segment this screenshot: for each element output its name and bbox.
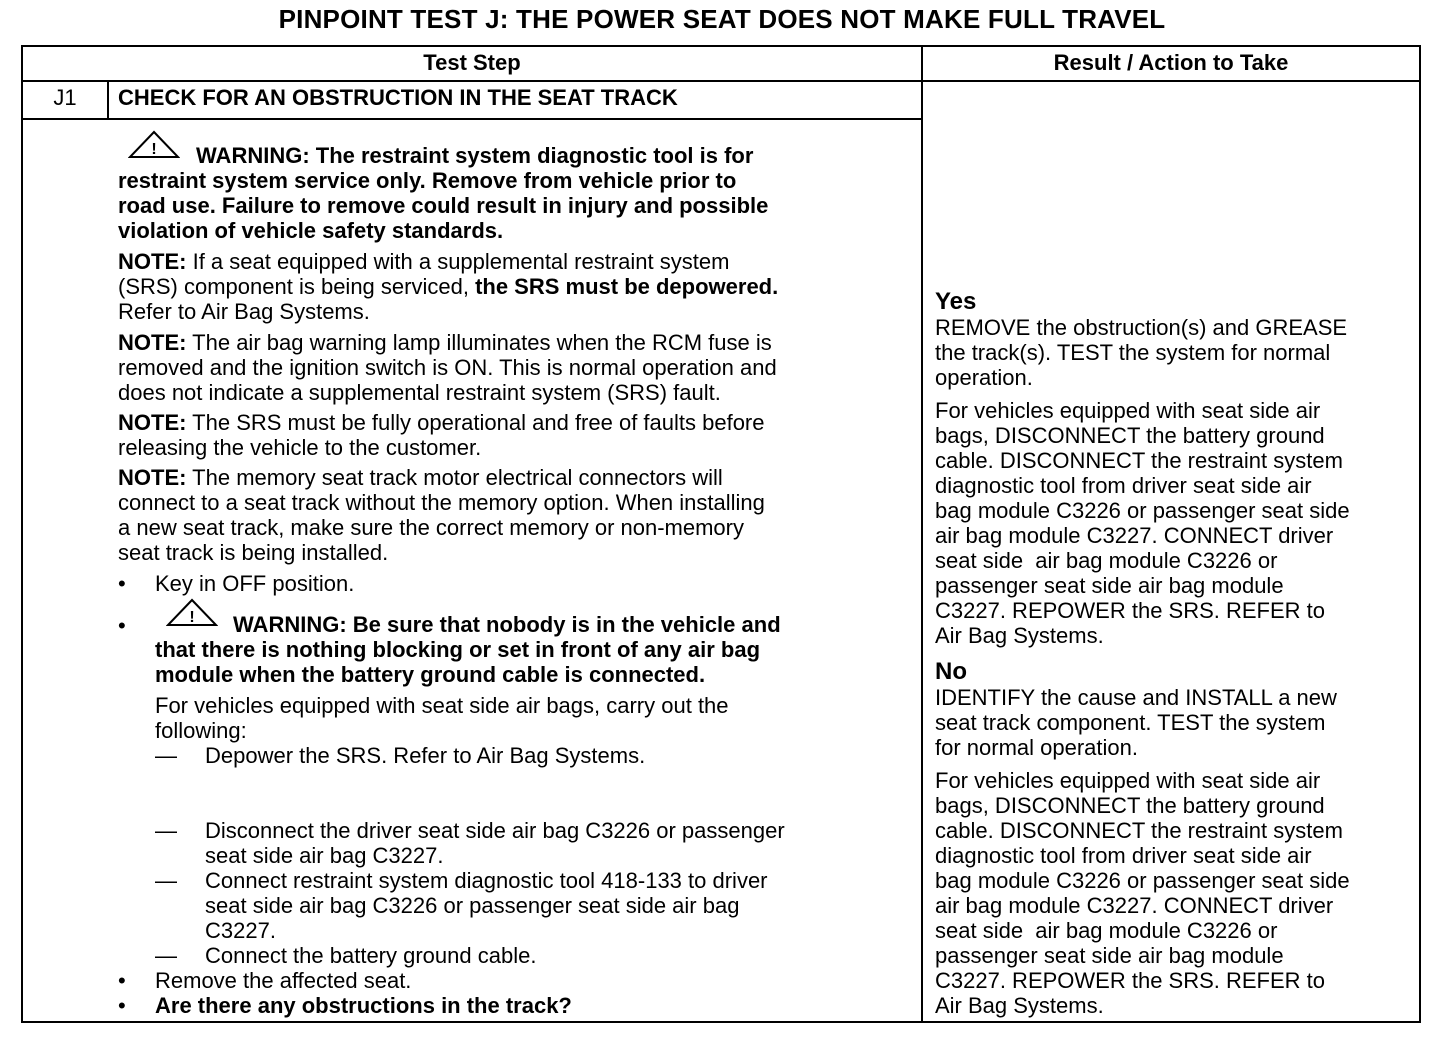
seat-airbag-intro-line-2: following: [155, 718, 247, 743]
note-4-line-3: a new seat track, make sure the correct memory or non-memory [118, 515, 744, 540]
yes-seat-airbag-line-1: For vehicles equipped with seat side air [935, 398, 1321, 423]
note-3-line-2: releasing the vehicle to the customer. [118, 435, 482, 460]
warning-1-line-4: violation of vehicle safety standards. [118, 218, 504, 243]
dash-marker: — [155, 818, 177, 843]
note-1-line-2 [118, 274, 778, 299]
no-label: No [935, 658, 967, 685]
bullet-marker: • [118, 993, 126, 1018]
yes-seat-airbag-line-7: seat side air bag module C3226 or [935, 548, 1278, 573]
header-result: Result / Action to Take [1053, 50, 1289, 75]
yes-seat-airbag-line-9: C3227. REPOWER the SRS. REFER to [935, 598, 1326, 623]
yes-action-line-1: REMOVE the obstruction(s) and GREASE [935, 315, 1348, 340]
step-id: J1 [53, 85, 77, 110]
yes-seat-airbag-line-10: Air Bag Systems. [935, 623, 1104, 648]
bullet-question: Are there any obstructions in the track? [155, 993, 572, 1018]
yes-seat-airbag-line-2: bags, DISCONNECT the battery ground [935, 423, 1325, 448]
dash-depower: Depower the SRS. Refer to Air Bag Systems. [205, 743, 646, 768]
note-1-line-1 [118, 249, 729, 274]
dash-connect-tool-line-3: C3227. [205, 918, 276, 943]
warning-triangle-icon [128, 130, 180, 160]
step-title: CHECK FOR AN OBSTRUCTION IN THE SEAT TRACK [118, 85, 678, 110]
note-2-line-1 [118, 330, 772, 355]
note-4-line-2: connect to a seat track without the memory option. When installing [118, 490, 765, 515]
note-text: The SRS must be fully operational and free of faults before [192, 410, 765, 435]
no-action-line-3: for normal operation. [935, 735, 1138, 760]
yes-seat-airbag-line-8: passenger seat side air bag module [935, 573, 1284, 598]
note-label: NOTE: [118, 330, 187, 355]
warning-2-line-1: WARNING: Be sure that nobody is in the vehicle and [233, 612, 781, 637]
seat-airbag-intro-line-1: For vehicles equipped with seat side air bags, carry out the [155, 693, 729, 718]
bullet-marker: • [118, 968, 126, 993]
note-emphasis: the SRS must be depowered. [475, 274, 779, 299]
no-seat-airbag-line-6: air bag module C3227. CONNECT driver [935, 893, 1334, 918]
header-test-step: Test Step [423, 50, 521, 75]
note-2-line-3: does not indicate a supplemental restraint system (SRS) fault. [118, 380, 721, 405]
bullet-key-off: Key in OFF position. [155, 571, 355, 596]
note-label: NOTE: [118, 410, 187, 435]
no-seat-airbag-line-1: For vehicles equipped with seat side air [935, 768, 1321, 793]
warning-1-line-2: restraint system service only. Remove from vehicle prior to [118, 168, 737, 193]
yes-action-line-2: the track(s). TEST the system for normal [935, 340, 1331, 365]
bullet-marker: • [118, 571, 126, 596]
no-seat-airbag-line-4: diagnostic tool from driver seat side air [935, 843, 1312, 868]
yes-action-line-3: operation. [935, 365, 1033, 390]
svg-text:!: ! [189, 609, 195, 626]
no-seat-airbag-line-5: bag module C3226 or passenger seat side [935, 868, 1350, 893]
dash-marker: — [155, 743, 177, 768]
note-1-line-3: Refer to Air Bag Systems. [118, 299, 370, 324]
no-action-line-2: seat track component. TEST the system [935, 710, 1326, 735]
no-seat-airbag-line-10: Air Bag Systems. [935, 993, 1104, 1018]
no-seat-airbag-line-9: C3227. REPOWER the SRS. REFER to [935, 968, 1326, 993]
note-text: The memory seat track motor electrical connectors will [192, 465, 723, 490]
dash-marker: — [155, 868, 177, 893]
page-title: PINPOINT TEST J: THE POWER SEAT DOES NOT MAKE FULL TRAVEL [278, 4, 1166, 34]
note-label: NOTE: [118, 465, 187, 490]
step-id-divider [107, 82, 109, 118]
dash-disconnect-line-2: seat side air bag C3227. [205, 843, 444, 868]
warning-1-line-3: road use. Failure to remove could result in injury and possible [118, 193, 769, 218]
note-text: If a seat equipped with a supplemental restraint system [192, 249, 730, 274]
no-action-line-1: IDENTIFY the cause and INSTALL a new [935, 685, 1337, 710]
warning-triangle-icon [166, 598, 218, 628]
yes-seat-airbag-line-3: cable. DISCONNECT the restraint system [935, 448, 1343, 473]
note-4-line-4: seat track is being installed. [118, 540, 389, 565]
dash-connect-tool-line-1: Connect restraint system diagnostic tool 418-133 to driver [205, 868, 768, 893]
dash-connect-ground: Connect the battery ground cable. [205, 943, 537, 968]
dash-connect-tool-line-2: seat side air bag C3226 or passenger seat side air bag [205, 893, 740, 918]
warning-2-line-3: module when the battery ground cable is connected. [155, 662, 706, 687]
note-2-line-2: removed and the ignition switch is ON. This is normal operation and [118, 355, 777, 380]
yes-seat-airbag-line-6: air bag module C3227. CONNECT driver [935, 523, 1334, 548]
column-divider [921, 47, 923, 1021]
yes-label: Yes [935, 288, 977, 315]
dash-disconnect-line-1: Disconnect the driver seat side air bag C3226 or passenger [205, 818, 785, 843]
note-text: The air bag warning lamp illuminates when the RCM fuse is [192, 330, 772, 355]
note-3-line-1 [118, 410, 765, 435]
step-title-divider [23, 118, 921, 120]
dash-marker: — [155, 943, 177, 968]
bullet-remove-seat: Remove the affected seat. [155, 968, 412, 993]
note-4-line-1 [118, 465, 723, 490]
header-divider [23, 80, 1419, 82]
note-label: NOTE: [118, 249, 187, 274]
yes-seat-airbag-line-5: bag module C3226 or passenger seat side [935, 498, 1350, 523]
svg-text:!: ! [151, 141, 157, 158]
no-seat-airbag-line-8: passenger seat side air bag module [935, 943, 1284, 968]
note-text: (SRS) component is being serviced, [118, 274, 476, 299]
bullet-marker: • [118, 613, 126, 638]
warning-2-line-2: that there is nothing blocking or set in front of any air bag [155, 637, 761, 662]
no-seat-airbag-line-7: seat side air bag module C3226 or [935, 918, 1278, 943]
warning-1-line-1: WARNING: The restraint system diagnostic tool is for [196, 143, 754, 168]
yes-seat-airbag-line-4: diagnostic tool from driver seat side air [935, 473, 1312, 498]
no-seat-airbag-line-3: cable. DISCONNECT the restraint system [935, 818, 1343, 843]
no-seat-airbag-line-2: bags, DISCONNECT the battery ground [935, 793, 1325, 818]
